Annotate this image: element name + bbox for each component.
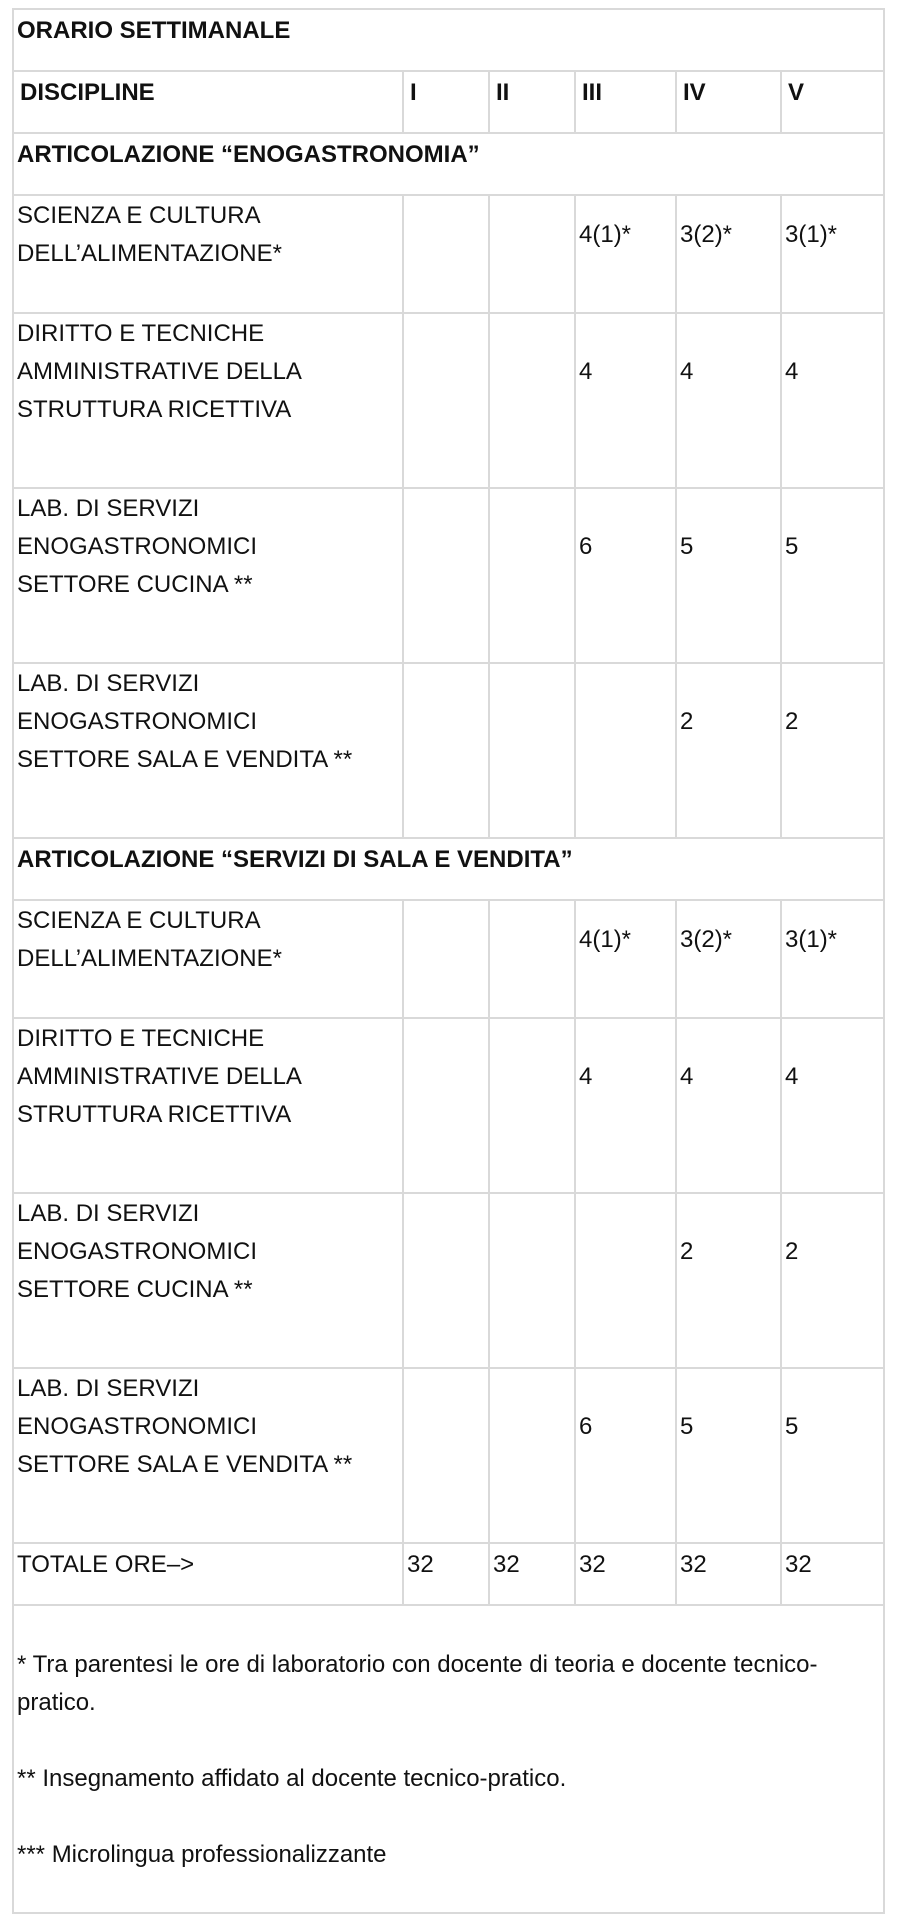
value-cell: 5 [676,488,781,663]
value-cell [489,1193,575,1368]
value-cell: 4 [781,1018,884,1193]
total-row [13,1543,884,1605]
total-value: 32 [489,1543,575,1605]
table-row [13,900,884,1018]
header-year-3: III [575,71,676,133]
value-cell: 6 [575,488,676,663]
subject-cell: DIRITTO E TECNICHE AMMINISTRATIVE DELLA STRUTTURA RICETTIVA [13,313,403,488]
value-cell: 2 [676,663,781,838]
notes-cell [13,1605,884,1913]
header-year-4: IV [676,71,781,133]
header-discipline: DISCIPLINE [13,71,403,133]
header-row [13,71,884,133]
value-cell [403,1368,489,1543]
value-cell: 5 [781,1368,884,1543]
weekly-schedule-table [12,8,885,1914]
section-row [13,838,884,900]
value-cell: 4 [575,1018,676,1193]
subject-cell: SCIENZA E CULTURA DELL’ALIMENTAZIONE* [13,900,403,1018]
subject-cell: DIRITTO E TECNICHE AMMINISTRATIVE DELLA STRUTTURA RICETTIVA [13,1018,403,1193]
value-cell [403,900,489,1018]
value-cell: 4 [676,313,781,488]
header-year-2: II [489,71,575,133]
value-cell: 2 [781,1193,884,1368]
value-cell [575,1193,676,1368]
header-year-1: I [403,71,489,133]
total-label: TOTALE ORE–> [13,1543,403,1605]
subject-cell: LAB. DI SERVIZI ENOGASTRONOMICI SETTORE SALA E VENDITA ** [13,663,403,838]
subject-cell: LAB. DI SERVIZI ENOGASTRONOMICI SETTORE CUCINA ** [13,1193,403,1368]
value-cell [489,1018,575,1193]
value-cell: 5 [676,1368,781,1543]
subject-cell: LAB. DI SERVIZI ENOGASTRONOMICI SETTORE SALA E VENDITA ** [13,1368,403,1543]
value-cell [403,663,489,838]
table-row [13,1368,884,1543]
total-value: 32 [676,1543,781,1605]
notes-row [13,1605,884,1913]
value-cell [489,313,575,488]
table-row [13,313,884,488]
value-cell: 4 [575,313,676,488]
footnote: ** Insegnamento affidato al docente tecnico-pratico. [17,1765,567,1792]
value-cell [403,488,489,663]
table-row [13,488,884,663]
total-value: 32 [781,1543,884,1605]
table-row [13,663,884,838]
value-cell [489,488,575,663]
section-row [13,133,884,195]
total-value: 32 [575,1543,676,1605]
subject-cell: LAB. DI SERVIZI ENOGASTRONOMICI SETTORE CUCINA ** [13,488,403,663]
footnote: *** Microlingua professionalizzante [17,1841,387,1868]
value-cell [403,195,489,313]
table-row [13,1193,884,1368]
section-label: ARTICOLAZIONE “SERVIZI DI SALA E VENDITA” [13,838,884,900]
value-cell: 3(1)* [781,900,884,1018]
value-cell [403,313,489,488]
table-row [13,195,884,313]
section-label: ARTICOLAZIONE “ENOGASTRONOMIA” [13,133,884,195]
value-cell: 4 [781,313,884,488]
value-cell [403,1193,489,1368]
value-cell [489,1368,575,1543]
table-title: ORARIO SETTIMANALE [13,9,884,71]
footnote: * Tra parentesi le ore di laboratorio con docente di teoria e docente tecnico-pratico. [17,1651,818,1716]
value-cell: 4(1)* [575,900,676,1018]
value-cell [489,663,575,838]
value-cell [489,195,575,313]
total-value: 32 [403,1543,489,1605]
value-cell: 4 [676,1018,781,1193]
value-cell: 2 [676,1193,781,1368]
value-cell: 3(2)* [676,195,781,313]
subject-cell: SCIENZA E CULTURA DELL’ALIMENTAZIONE* [13,195,403,313]
value-cell: 3(2)* [676,900,781,1018]
table-row [13,1018,884,1193]
title-row [13,9,884,71]
value-cell: 5 [781,488,884,663]
value-cell [489,900,575,1018]
header-year-5: V [781,71,884,133]
value-cell: 2 [781,663,884,838]
value-cell: 3(1)* [781,195,884,313]
value-cell [575,663,676,838]
value-cell [403,1018,489,1193]
value-cell: 6 [575,1368,676,1543]
value-cell: 4(1)* [575,195,676,313]
